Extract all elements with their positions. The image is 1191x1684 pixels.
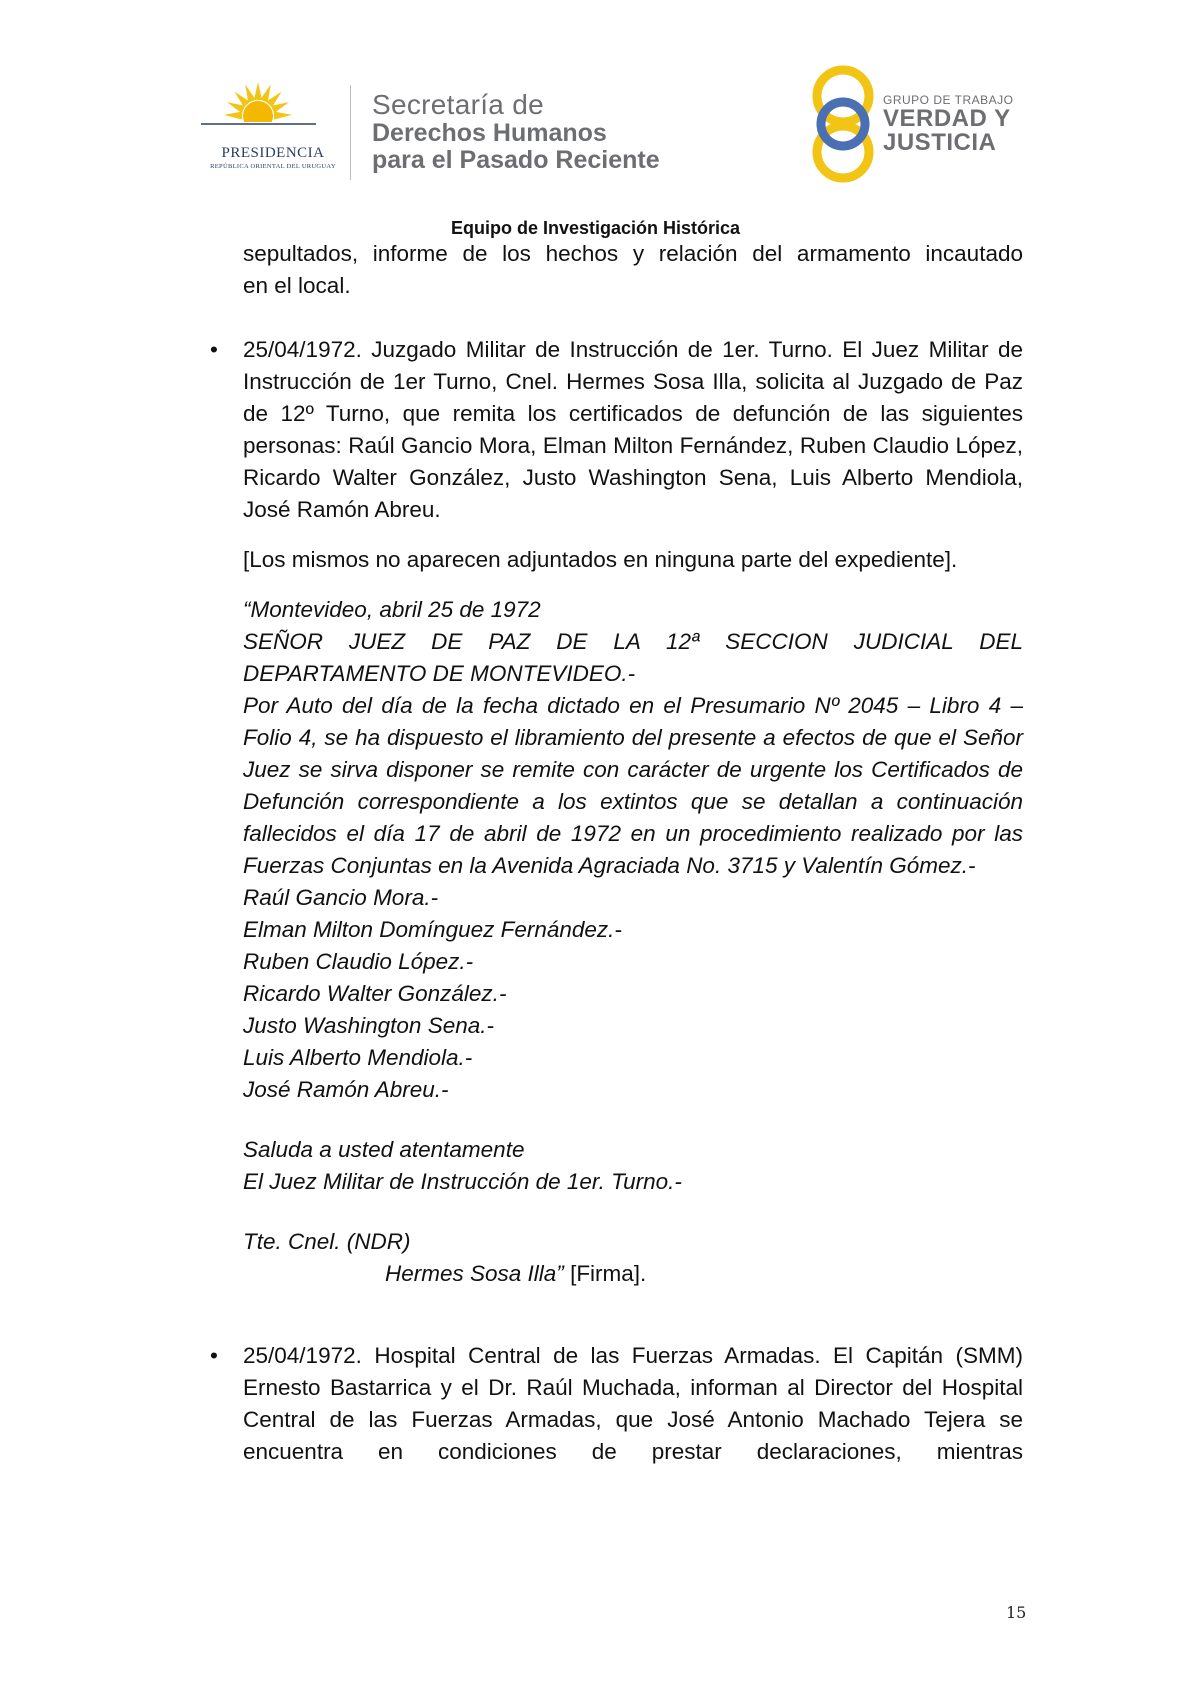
list-item [210, 1340, 1023, 1468]
secretaria-line1: Secretaría de [372, 89, 544, 120]
editor-note: [Los mismos no aparecen adjuntados en ninguna parte del expediente]. [243, 547, 958, 572]
quote-closing: Saluda a usted atentamente [243, 1137, 525, 1162]
presidencia-subtitle: REPÚBLICA ORIENTAL DEL URUGUAY [210, 163, 336, 170]
quoted-document [243, 594, 1023, 1290]
bullet-marker: • [210, 337, 218, 362]
continuation-line1: sepultados, informe de los hechos y relación del armamento incautado [243, 241, 1023, 266]
verdad-justicia-rings-icon [805, 62, 895, 187]
presidencia-name: PRESIDENCIA [221, 145, 325, 161]
quote-rank: Tte. Cnel. (NDR) [243, 1229, 411, 1254]
page-number: 15 [1006, 1603, 1027, 1622]
verdad-justicia-logo-text [883, 93, 1013, 155]
gtvj-line1: GRUPO DE TRABAJO [883, 93, 1014, 107]
list-item: Luis Alberto Mendiola.- [243, 1045, 473, 1070]
signature-note: [Firma]. [563, 1261, 647, 1286]
secretaria-line2: Derechos Humanos [372, 119, 607, 147]
quote-addressee: SEÑOR JUEZ DE PAZ DE LA 12ª SECCION JUDICIAL DEL DEPARTAMENTO DE MONTEVIDEO.- [243, 629, 1023, 686]
entry-paragraph: 25/04/1972. Juzgado Militar de Instrucción de 1er. Turno. El Juez Militar de Instrucción de 1er Turno, Cnel. Hermes Sosa Illa, solicita al Juzgado de Paz de 12º Turno, que remita los certificados de defunción de las siguientes personas: Raúl Gancio Mora, Elman Milton Fernández, Ruben Claudio López, Ricardo Walter González, Justo Washington Sena, Luis Alberto Mendiola, José Ramón Abreu. [243, 337, 1023, 522]
quote-body: Por Auto del día de la fecha dictado en el Presumario Nº 2045 – Libro 4 – Folio 4, se ha dispuesto el libramiento del presente a efectos de que el Señor Juez se sirva disponer se remite con carácter de urgente los Certificados de Defunción correspondiente a los extintos que se detallan a continuación fallecidos el día 17 de abril de 1972 en un procedimiento realizado por las Fuerzas Conjuntas en la Avenida Agraciada No. 3715 y Valentín Gómez.- [243, 693, 1023, 878]
gtvj-line3: JUSTICIA [883, 129, 997, 156]
page-header [0, 0, 1191, 238]
team-title: Equipo de Investigación Histórica [450, 218, 741, 238]
secretaria-line3: para el Pasado Reciente [372, 146, 660, 174]
list-item: Raúl Gancio Mora.- [243, 885, 439, 910]
header-divider [350, 85, 351, 180]
quote-signer-title: El Juez Militar de Instrucción de 1er. Turno.- [243, 1169, 682, 1194]
list-item: Justo Washington Sena.- [243, 1013, 494, 1038]
list-item: Elman Milton Domínguez Fernández.- [243, 917, 622, 942]
gtvj-line2: VERDAD Y [883, 105, 1011, 132]
secretaria-logo-text [372, 90, 660, 174]
quote-date: “Montevideo, abril 25 de 1972 [243, 597, 541, 622]
document-body [210, 238, 1023, 1468]
quote-signer-name: Hermes Sosa Illa” [385, 1261, 564, 1286]
entry-paragraph: 25/04/1972. Hospital Central de las Fuerzas Armadas. El Capitán (SMM) Ernesto Bastarrica y el Dr. Raúl Muchada, informan al Director del Hospital Central de las Fuerzas Armadas, que José Antonio Machado Tejera se encuentra en condiciones de prestar declaraciones, mientras [243, 1343, 1023, 1464]
continuation-line2: en el local. [243, 273, 351, 298]
list-item [210, 334, 1023, 526]
list-item: Ricardo Walter González.- [243, 981, 507, 1006]
quote-signature-line [243, 1258, 1023, 1290]
list-item: Ruben Claudio López.- [243, 949, 474, 974]
list-item: José Ramón Abreu.- [243, 1077, 449, 1102]
continuation-paragraph [243, 238, 1023, 302]
bullet-marker: • [210, 1343, 218, 1368]
